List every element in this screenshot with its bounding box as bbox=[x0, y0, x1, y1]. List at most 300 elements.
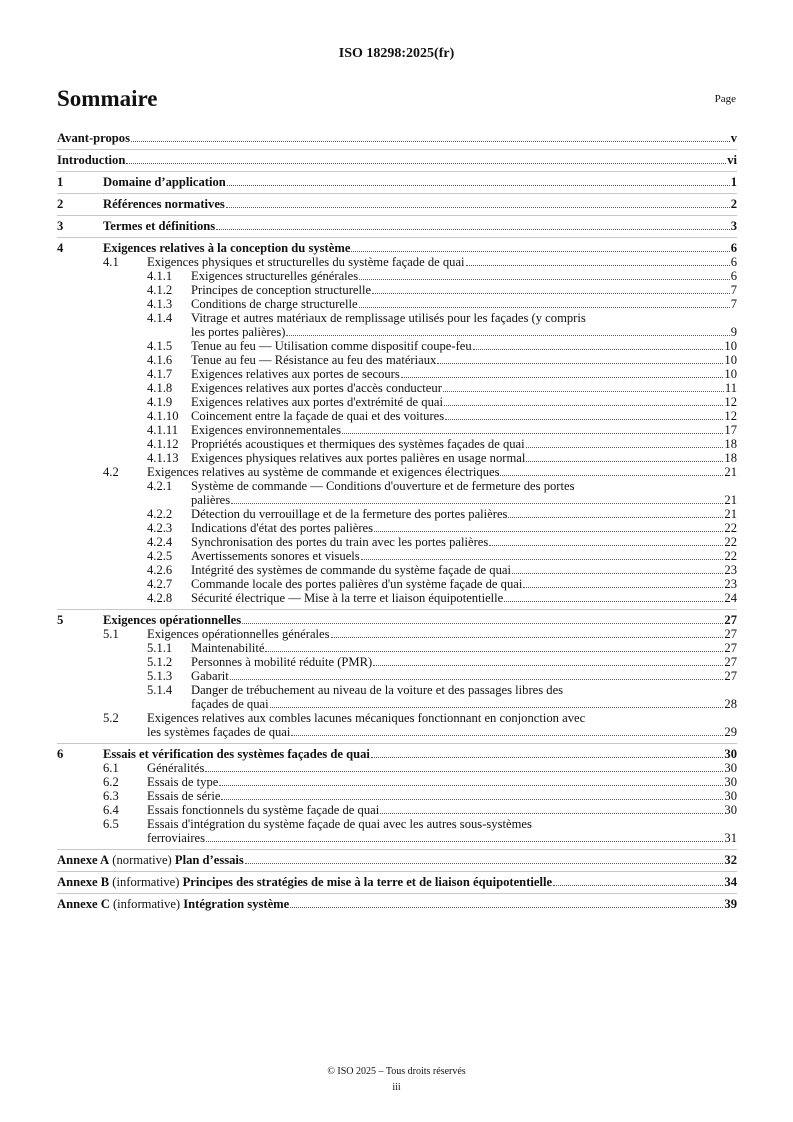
section-number: 4.1.3 bbox=[147, 297, 173, 311]
section-number: 4.1.13 bbox=[147, 451, 179, 465]
toc-entry[interactable] bbox=[57, 683, 737, 711]
section-number: 4.1 bbox=[103, 255, 119, 269]
page-ref: 7 bbox=[730, 283, 737, 297]
section-title: Détection du verrouillage et de la fermeture des portes palières bbox=[191, 507, 508, 521]
section-title: Références normatives bbox=[103, 197, 225, 211]
toc-entry-line bbox=[57, 711, 737, 725]
toc-entry[interactable] bbox=[57, 131, 737, 145]
section-title: Exigences physiques et structurelles du système façade de quai bbox=[147, 255, 465, 269]
toc-entry-line bbox=[57, 395, 737, 409]
page-ref: 21 bbox=[724, 493, 737, 507]
dot-leader bbox=[219, 785, 723, 786]
dot-leader bbox=[265, 651, 723, 652]
dot-leader bbox=[245, 863, 724, 864]
toc-entry-line bbox=[57, 683, 737, 697]
section-number: 4.1.2 bbox=[147, 283, 173, 297]
toc-entry-line bbox=[57, 367, 737, 381]
page-ref: 31 bbox=[724, 831, 737, 845]
toc-entry[interactable] bbox=[57, 451, 737, 465]
dot-leader bbox=[206, 841, 723, 842]
toc-entry-line bbox=[57, 311, 737, 325]
section-title: Essais d'intégration du système façade de quai avec les autres sous-systèmes bbox=[147, 817, 532, 831]
section-title: Conditions de charge structurelle bbox=[191, 297, 358, 311]
toc-entry[interactable] bbox=[57, 761, 737, 775]
section-number: 4.2.1 bbox=[147, 479, 173, 493]
toc-entry[interactable] bbox=[57, 775, 737, 789]
section-number: 6.4 bbox=[103, 803, 119, 817]
page-ref: 22 bbox=[724, 521, 737, 535]
toc-entry-line bbox=[57, 613, 737, 627]
dot-leader bbox=[126, 163, 726, 164]
page-ref: 2 bbox=[730, 197, 737, 211]
toc-entry-line bbox=[57, 283, 737, 297]
section-title: Généralités bbox=[147, 761, 205, 775]
toc-entry-line bbox=[57, 853, 737, 867]
section-number: 4.1.1 bbox=[147, 269, 173, 283]
toc-entry-line bbox=[57, 627, 737, 641]
toc-entry-line bbox=[57, 353, 737, 367]
dot-leader bbox=[216, 229, 730, 230]
toc-entry-continuation bbox=[57, 725, 737, 739]
section-title: Essais fonctionnels du système façade de quai bbox=[147, 803, 380, 817]
dot-leader bbox=[361, 559, 724, 560]
page-ref: 22 bbox=[724, 535, 737, 549]
page-ref: 9 bbox=[730, 325, 737, 339]
section-title: Exigences relatives au système de commande et exigences électriques bbox=[147, 465, 500, 479]
toc-entry[interactable] bbox=[57, 669, 737, 683]
toc-section bbox=[57, 128, 737, 150]
table-of-contents bbox=[57, 128, 737, 915]
section-title: Maintenabilité bbox=[191, 641, 265, 655]
section-number: 4.2.3 bbox=[147, 521, 173, 535]
toc-entry-line bbox=[57, 761, 737, 775]
section-number: 1 bbox=[57, 175, 64, 189]
toc-entry[interactable] bbox=[57, 153, 737, 167]
toc-entry[interactable] bbox=[57, 437, 737, 451]
dot-leader bbox=[291, 735, 723, 736]
section-title: Essais de série bbox=[147, 789, 221, 803]
page-ref: 29 bbox=[724, 725, 737, 739]
section-title: Essais et vérification des systèmes façades de quai bbox=[103, 747, 370, 761]
page-ref: 24 bbox=[724, 591, 737, 605]
dot-leader bbox=[359, 307, 730, 308]
toc-entry[interactable] bbox=[57, 817, 737, 845]
toc-entry[interactable] bbox=[57, 283, 737, 297]
toc-entry-line bbox=[57, 875, 737, 889]
section-title: Propriétés acoustiques et thermiques des systèmes façades de quai bbox=[191, 437, 525, 451]
section-number: 4.1.7 bbox=[147, 367, 173, 381]
annex-title bbox=[57, 897, 289, 911]
section-title: Danger de trébuchement au niveau de la voiture et des passages libres des bbox=[191, 683, 564, 697]
toc-entry-continuation bbox=[57, 493, 737, 507]
toc-entry-line bbox=[57, 219, 737, 233]
section-number: 4.2.6 bbox=[147, 563, 173, 577]
toc-entry[interactable] bbox=[57, 339, 737, 353]
toc-entry[interactable] bbox=[57, 577, 737, 591]
toc-entry-line bbox=[57, 381, 737, 395]
dot-leader bbox=[227, 185, 730, 186]
toc-entry[interactable] bbox=[57, 789, 737, 803]
section-number: 4.1.4 bbox=[147, 311, 173, 325]
section-number: 4.2 bbox=[103, 465, 119, 479]
toc-entry[interactable] bbox=[57, 409, 737, 423]
dot-leader bbox=[466, 265, 730, 266]
annex-kind: (normative) bbox=[112, 853, 172, 867]
section-title: Vitrage et autres matériaux de remplissage utilisés pour les façades (y compris bbox=[191, 311, 586, 325]
section-number: 4.2.2 bbox=[147, 507, 173, 521]
page-number: iii bbox=[392, 1082, 401, 1093]
dot-leader bbox=[526, 447, 724, 448]
page-ref: 39 bbox=[724, 897, 737, 911]
toc-entry[interactable] bbox=[57, 395, 737, 409]
section-title: Intégrité des systèmes de commande du système façade de quai bbox=[191, 563, 511, 577]
page-ref: 7 bbox=[730, 297, 737, 311]
page-ref: 23 bbox=[724, 577, 737, 591]
toc-entry-line bbox=[57, 153, 737, 167]
page-ref: 18 bbox=[724, 451, 737, 465]
dot-leader bbox=[401, 377, 724, 378]
section-title: Personnes à mobilité réduite (PMR) bbox=[191, 655, 373, 669]
section-title: Exigences structurelles générales bbox=[191, 269, 359, 283]
toc-entry-line bbox=[57, 521, 737, 535]
toc-section bbox=[57, 238, 737, 610]
page-ref: 30 bbox=[724, 789, 737, 803]
dot-leader bbox=[221, 799, 723, 800]
section-number: 4.1.5 bbox=[147, 339, 173, 353]
section-title: Exigences opérationnelles générales bbox=[147, 627, 330, 641]
dot-leader bbox=[553, 885, 723, 886]
toc-entry-line bbox=[57, 641, 737, 655]
toc-entry-line bbox=[57, 175, 737, 189]
toc-entry-line bbox=[57, 465, 737, 479]
section-number: 5.1.3 bbox=[147, 669, 173, 683]
section-number: 4 bbox=[57, 241, 64, 255]
toc-entry[interactable] bbox=[57, 875, 737, 889]
page-ref: 30 bbox=[724, 803, 737, 817]
dot-leader bbox=[500, 475, 723, 476]
toc-entry-line bbox=[57, 241, 737, 255]
page-ref: 34 bbox=[724, 875, 737, 889]
toc-entry-line bbox=[57, 535, 737, 549]
section-number: 4.1.10 bbox=[147, 409, 179, 423]
toc-entry[interactable] bbox=[57, 269, 737, 283]
page-ref: 10 bbox=[724, 339, 737, 353]
dot-leader bbox=[286, 335, 729, 336]
toc-entry-line bbox=[57, 409, 737, 423]
copyright-notice: © ISO 2025 – Tous droits réservés bbox=[327, 1066, 466, 1077]
dot-leader bbox=[437, 363, 723, 364]
page-ref: 27 bbox=[724, 655, 737, 669]
section-title: Synchronisation des portes du train avec les portes palières bbox=[191, 535, 489, 549]
dot-leader bbox=[489, 545, 723, 546]
toc-entry-line bbox=[57, 563, 737, 577]
section-number: 4.1.11 bbox=[147, 423, 179, 437]
toc-section bbox=[57, 194, 737, 216]
annex-kind: (informative) bbox=[112, 875, 180, 889]
page-ref: 30 bbox=[724, 775, 737, 789]
toc-section bbox=[57, 850, 737, 872]
section-title: Exigences opérationnelles bbox=[103, 613, 242, 627]
dot-leader bbox=[443, 391, 724, 392]
dot-leader bbox=[270, 707, 724, 708]
toc-entry-line bbox=[57, 339, 737, 353]
toc-entry[interactable] bbox=[57, 549, 737, 563]
toc-entry[interactable] bbox=[57, 507, 737, 521]
section-title: Exigences relatives aux portes de secours bbox=[191, 367, 400, 381]
page-ref: 27 bbox=[724, 669, 737, 683]
toc-entry[interactable] bbox=[57, 591, 737, 605]
page-ref: 23 bbox=[724, 563, 737, 577]
section-title: Avertissements sonores et visuels bbox=[191, 549, 360, 563]
dot-leader bbox=[231, 503, 723, 504]
toc-section bbox=[57, 216, 737, 238]
dot-leader bbox=[242, 623, 723, 624]
page-ref: v bbox=[730, 131, 737, 145]
toc-entry[interactable] bbox=[57, 219, 737, 233]
toc-section bbox=[57, 150, 737, 172]
dot-leader bbox=[512, 573, 723, 574]
section-number: 6.5 bbox=[103, 817, 119, 831]
page-ref: 32 bbox=[724, 853, 737, 867]
section-title: Essais de type bbox=[147, 775, 219, 789]
annex-label: Annexe C bbox=[57, 897, 110, 911]
annex-title bbox=[57, 875, 552, 889]
section-number: 6.2 bbox=[103, 775, 119, 789]
section-number: 5.1.2 bbox=[147, 655, 173, 669]
page-ref: 18 bbox=[724, 437, 737, 451]
page-ref: 21 bbox=[724, 465, 737, 479]
annex-name: Intégration système bbox=[183, 897, 290, 911]
toc-entry[interactable] bbox=[57, 535, 737, 549]
toc-section bbox=[57, 172, 737, 194]
toc-entry-line bbox=[57, 669, 737, 683]
toc-entry-line bbox=[57, 817, 737, 831]
section-title: Commande locale des portes palières d'un système façade de quai bbox=[191, 577, 523, 591]
page-ref: 11 bbox=[724, 381, 737, 395]
section-title-continuation: palières bbox=[191, 493, 231, 507]
dot-leader bbox=[371, 757, 724, 758]
toc-entry[interactable] bbox=[57, 423, 737, 437]
section-number: 4.1.9 bbox=[147, 395, 173, 409]
toc-entry-line bbox=[57, 789, 737, 803]
toc-entry[interactable] bbox=[57, 655, 737, 669]
toc-entry[interactable] bbox=[57, 641, 737, 655]
toc-entry-line bbox=[57, 255, 737, 269]
page-title: Sommaire bbox=[57, 86, 158, 111]
toc-entry[interactable] bbox=[57, 747, 737, 761]
section-title: Tenue au feu — Utilisation comme dispositif coupe-feu bbox=[191, 339, 472, 353]
section-title: Système de commande — Conditions d'ouverture et de fermeture des portes bbox=[191, 479, 575, 493]
page-ref: 10 bbox=[724, 353, 737, 367]
section-number: 4.2.4 bbox=[147, 535, 173, 549]
toc-entry[interactable] bbox=[57, 479, 737, 507]
page-ref: 3 bbox=[730, 219, 737, 233]
toc-entry[interactable] bbox=[57, 711, 737, 739]
toc-entry[interactable] bbox=[57, 297, 737, 311]
dot-leader bbox=[372, 293, 730, 294]
toc-entry-line bbox=[57, 897, 737, 911]
section-number: 6 bbox=[57, 747, 64, 761]
toc-entry[interactable] bbox=[57, 853, 737, 867]
section-number: 5 bbox=[57, 613, 64, 627]
dot-leader bbox=[380, 813, 723, 814]
toc-entry[interactable] bbox=[57, 897, 737, 911]
dot-leader bbox=[131, 141, 730, 142]
toc-section bbox=[57, 744, 737, 850]
section-title: Exigences environnementales bbox=[191, 423, 342, 437]
dot-leader bbox=[342, 433, 723, 434]
page-ref: 12 bbox=[724, 395, 737, 409]
toc-entry-line bbox=[57, 507, 737, 521]
dot-leader bbox=[230, 679, 724, 680]
page-ref: 21 bbox=[724, 507, 737, 521]
toc-entry-continuation bbox=[57, 831, 737, 845]
dot-leader bbox=[205, 771, 723, 772]
dot-leader bbox=[504, 601, 723, 602]
page-ref: 6 bbox=[730, 269, 737, 283]
page-ref: vi bbox=[727, 153, 737, 167]
section-title: Exigences relatives aux portes d'accès conducteur bbox=[191, 381, 442, 395]
annex-kind: (informative) bbox=[112, 897, 181, 911]
dot-leader bbox=[226, 207, 730, 208]
section-number: 3 bbox=[57, 219, 64, 233]
section-title: Gabarit bbox=[191, 669, 229, 683]
section-number: 4.2.5 bbox=[147, 549, 173, 563]
section-title: Tenue au feu — Résistance au feu des matériaux bbox=[191, 353, 437, 367]
toc-entry[interactable] bbox=[57, 353, 737, 367]
dot-leader bbox=[359, 279, 730, 280]
section-title: Exigences relatives à la conception du système bbox=[103, 241, 351, 255]
toc-entry[interactable] bbox=[57, 627, 737, 641]
section-title: Indications d'état des portes palières bbox=[191, 521, 374, 535]
section-number: 4.1.6 bbox=[147, 353, 173, 367]
toc-entry-line bbox=[57, 803, 737, 817]
section-title: Sécurité électrique — Mise à la terre et liaison équipotentielle bbox=[191, 591, 504, 605]
toc-entry-line bbox=[57, 747, 737, 761]
section-title-continuation: ferroviaires bbox=[147, 831, 206, 845]
dot-leader bbox=[444, 405, 723, 406]
toc-entry-line bbox=[57, 297, 737, 311]
section-title-continuation: les systèmes façades de quai bbox=[147, 725, 291, 739]
section-title: Exigences physiques relatives aux portes palières en usage normal bbox=[191, 451, 526, 465]
section-title: Principes de conception structurelle bbox=[191, 283, 372, 297]
section-number: 5.1.1 bbox=[147, 641, 173, 655]
section-number: 2 bbox=[57, 197, 64, 211]
annex-label: Annexe A bbox=[57, 853, 110, 867]
toc-entry[interactable] bbox=[57, 381, 737, 395]
toc-entry[interactable] bbox=[57, 465, 737, 479]
page-ref: 6 bbox=[730, 241, 737, 255]
page-ref: 27 bbox=[724, 613, 737, 627]
page-ref: 6 bbox=[730, 255, 737, 269]
section-title: Termes et définitions bbox=[103, 219, 216, 233]
dot-leader bbox=[331, 637, 724, 638]
dot-leader bbox=[373, 665, 723, 666]
toc-entry-line bbox=[57, 549, 737, 563]
annex-title bbox=[57, 853, 244, 867]
toc-entry-continuation bbox=[57, 325, 737, 339]
section-number: 6.3 bbox=[103, 789, 119, 803]
page-ref: 27 bbox=[724, 627, 737, 641]
toc-entry-line bbox=[57, 451, 737, 465]
page-ref: 1 bbox=[730, 175, 737, 189]
annex-name: Principes des stratégies de mise à la terre et de liaison équipotentielle bbox=[182, 875, 553, 889]
toc-entry[interactable] bbox=[57, 613, 737, 627]
section-title: Domaine d’application bbox=[103, 175, 226, 189]
toc-entry-line bbox=[57, 577, 737, 591]
dot-leader bbox=[290, 907, 723, 908]
dot-leader bbox=[523, 587, 723, 588]
page-column-label: Page bbox=[714, 93, 736, 105]
document-header: ISO 18298:2025(fr) bbox=[338, 46, 455, 61]
section-title-continuation: façades de quai bbox=[191, 697, 269, 711]
toc-entry[interactable] bbox=[57, 803, 737, 817]
dot-leader bbox=[526, 461, 723, 462]
toc-entry[interactable] bbox=[57, 175, 737, 189]
section-number: 5.1 bbox=[103, 627, 119, 641]
section-title: Exigences relatives aux combles lacunes mécaniques fonctionnant en conjonction avec bbox=[147, 711, 586, 725]
toc-entry[interactable] bbox=[57, 563, 737, 577]
toc-entry-line bbox=[57, 269, 737, 283]
section-number: 4.1.8 bbox=[147, 381, 173, 395]
section-number: 6.1 bbox=[103, 761, 119, 775]
page-ref: 30 bbox=[724, 747, 737, 761]
toc-entry-line bbox=[57, 775, 737, 789]
section-title-continuation: les portes palières) bbox=[191, 325, 286, 339]
toc-entry-line bbox=[57, 655, 737, 669]
toc-section bbox=[57, 894, 737, 915]
page-ref: 27 bbox=[724, 641, 737, 655]
section-number: 5.2 bbox=[103, 711, 119, 725]
toc-section bbox=[57, 872, 737, 894]
page-ref: 22 bbox=[724, 549, 737, 563]
annex-name: Plan d’essais bbox=[174, 853, 244, 867]
section-title: Introduction bbox=[57, 153, 126, 167]
toc-entry-line bbox=[57, 131, 737, 145]
page-ref: 10 bbox=[724, 367, 737, 381]
section-title: Exigences relatives aux portes d'extrémité de quai bbox=[191, 395, 443, 409]
section-number: 4.1.12 bbox=[147, 437, 179, 451]
toc-entry[interactable] bbox=[57, 255, 737, 269]
dot-leader bbox=[351, 251, 729, 252]
toc-entry[interactable] bbox=[57, 521, 737, 535]
dot-leader bbox=[374, 531, 723, 532]
dot-leader bbox=[473, 349, 724, 350]
toc-entry[interactable] bbox=[57, 311, 737, 339]
section-number: 4.2.7 bbox=[147, 577, 173, 591]
page-ref: 28 bbox=[724, 697, 737, 711]
page-ref: 12 bbox=[724, 409, 737, 423]
section-number: 4.2.8 bbox=[147, 591, 173, 605]
toc-entry-line bbox=[57, 591, 737, 605]
dot-leader bbox=[445, 419, 723, 420]
toc-entry-line bbox=[57, 437, 737, 451]
page-ref: 30 bbox=[724, 761, 737, 775]
toc-entry[interactable] bbox=[57, 197, 737, 211]
toc-entry[interactable] bbox=[57, 241, 737, 255]
toc-entry-line bbox=[57, 197, 737, 211]
section-title: Coincement entre la façade de quai et des voitures bbox=[191, 409, 445, 423]
dot-leader bbox=[508, 517, 723, 518]
page-ref: 17 bbox=[724, 423, 737, 437]
toc-entry-continuation bbox=[57, 697, 737, 711]
toc-entry-line bbox=[57, 479, 737, 493]
section-number: 5.1.4 bbox=[147, 683, 173, 697]
annex-label: Annexe B bbox=[57, 875, 110, 889]
toc-entry[interactable] bbox=[57, 367, 737, 381]
section-title: Avant-propos bbox=[57, 131, 131, 145]
toc-entry-line bbox=[57, 423, 737, 437]
